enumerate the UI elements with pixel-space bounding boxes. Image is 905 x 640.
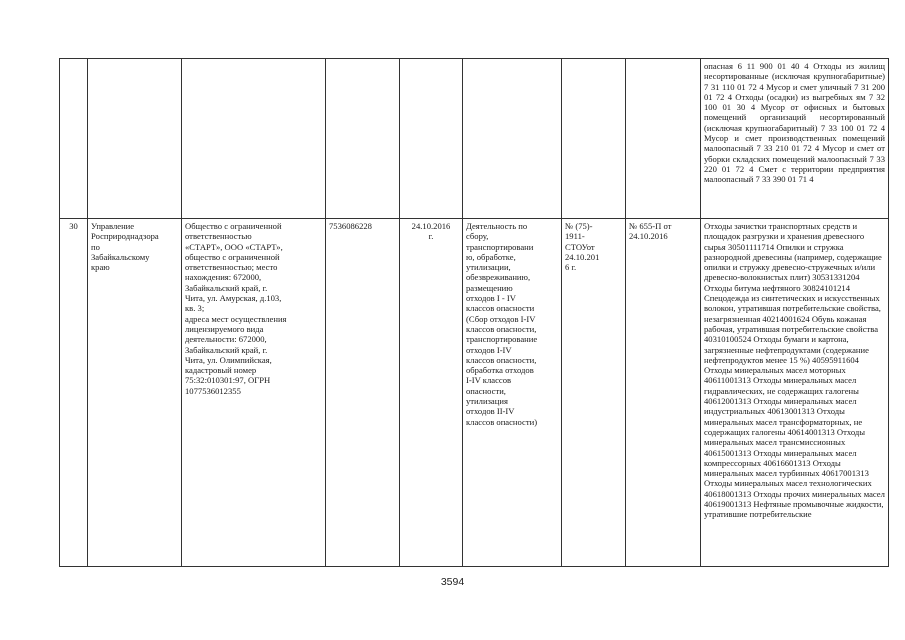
table-row [60,59,889,219]
activity-cell [463,59,562,219]
page-number: 3594 [440,576,465,588]
inn-cell [326,59,400,219]
waste-list-cell: опасная 6 11 900 01 40 4 Отходы из жилищ несортированные (исключая крупногабаритные) 7 31 110 01 72 4 Мусор и смет уличный 7 31 200 01 72 4 Отходы (осадки) из выгребных ям 7 32 100 01 30 4 Мусор от офисных и бытовых помещений организаций несортированный (исключая крупногабаритный) 7 33 100 01 72 4 Мусор и смет производственных помещений малоопасный 7 33 210 01 72 4 Мусор и смет от уборки складских помещений малоопасный 7 33 220 01 72 4 Смет с территории предприятия малоопасный 7 33 390 01 71 4 [701,59,889,219]
date-cell [400,59,463,219]
licensee-cell [182,59,326,219]
table-row [60,219,889,567]
authority-cell [88,59,182,219]
order-cell: № 655-П от 24.10.2016 [626,219,701,567]
licensee-cell: Общество с ограниченной ответственностью «СТАРТ», ООО «СТАРТ», общество с ограниченной ответственностью; место нахождения: 672000, Забайкальский край, г. Чита, ул. Амурская, д.103, кв. 3; адреса мест осуществления лицензируемого вида деятельности: 672000, Забайкальский край, г. Чита, ул. Олимпийская, кадастровый номер 75:32:010301:97, ОГРН 1077536012355 [182,219,326,567]
order-cell [626,59,701,219]
license-register-table [59,58,889,567]
row-number-cell: 30 [60,219,88,567]
waste-list-cell: Отходы зачистки транспортных средств и площадок разгрузки и хранения древесного сырья 30501111714 Опилки и стружка разнородной древесины (например, содержащие опилки и стружку древесно-стружечных и/или древесно-волокнистых плит) 30531331204 Отходы битума нефтяного 30824101214 Спецодежда из синтетических и искусственных волокон, утратившая потребительские свойства, незагрязненная 40214001624 Обувь кожаная рабочая, утратившая потребительские свойства 40310100524 Отходы бумаги и картона, загрязненные нефтепродуктами (содержание нефтепродуктов менее 15 %) 40595911604 Отходы минеральных масел моторных 40611001313 Отходы минеральных масел гидравлических, не содержащих галогены 40612001313 Отходы минеральных масел индустриальных 40613001313 Отходы минеральных масел трансформаторных, не содержащих галогены 40614001313 Отходы минеральных масел трансмиссионных 40615001313 Отходы минеральных масел компрессорных 40616601313 Отходы минеральных масел турбинных 40617001313 Отходы минеральных масел технологических 40618001313 Отходы прочих минеральных масел 40619001313 Нефтяные промывочные жидкости, утратившие потребительские [701,219,889,567]
license-number-cell: № (75)- 1911- СТОУот 24.10.201 6 г. [562,219,626,567]
row-number-cell [60,59,88,219]
date-cell: 24.10.2016 г. [400,219,463,567]
authority-cell: Управление Росприроднадзора по Забайкальскому краю [88,219,182,567]
activity-cell: Деятельность по сбору, транспортировани ю, обработке, утилизации, обезвреживанию, размещению отходов I - IV классов опасности (Сбор отходов I-IV классов опасности, транспортирование отходов I-IV классов опасности, обработка отходов I-IV классов опасности, утилизация отходов II-IV классов опасности) [463,219,562,567]
inn-cell: 7536086228 [326,219,400,567]
license-number-cell [562,59,626,219]
